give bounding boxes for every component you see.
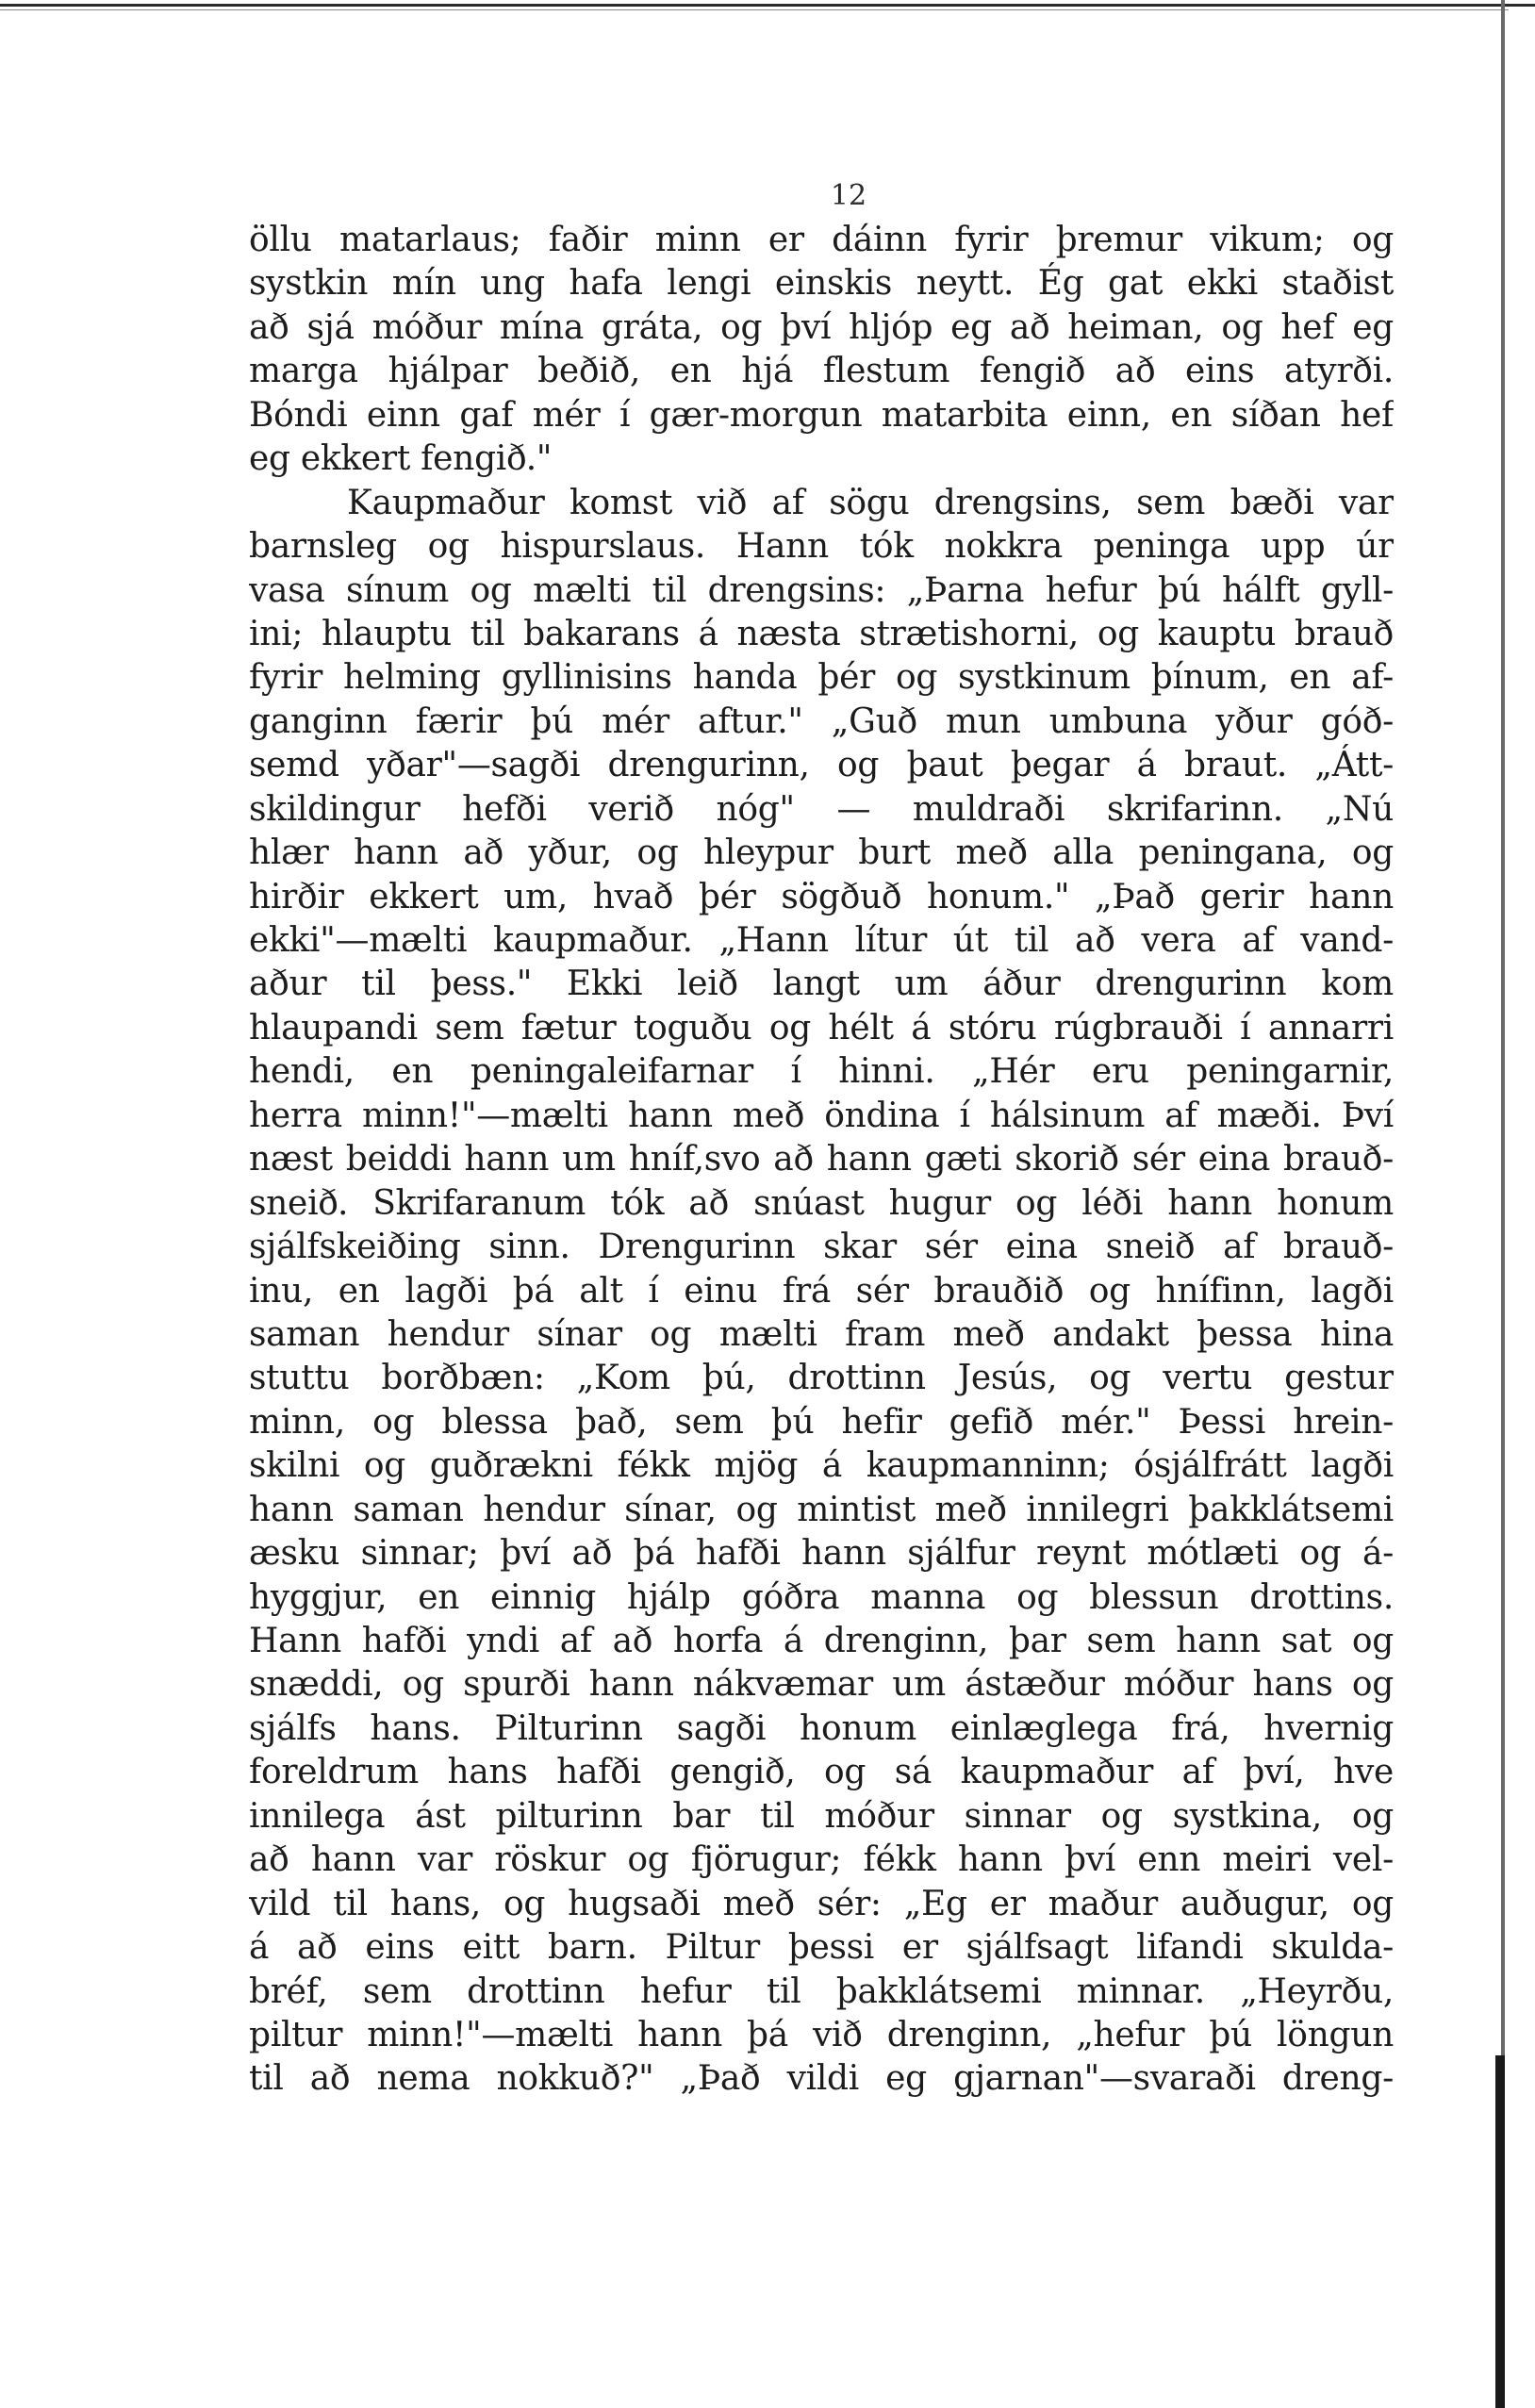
text-line: hyggjur, en einnig hjálp góðra manna og blessun drottins. <box>249 1577 1394 1617</box>
text-line: ini; hlauptu til bakarans á næsta strætishorni, og kauptu brauð <box>249 614 1394 653</box>
text-line: sjálfskeiðing sinn. Drengurinn skar sér eina sneið af brauð- <box>249 1228 1394 1267</box>
text-line: vild til hans, og hugsaði með sér: „Eg er maður auðugur, og <box>249 1884 1394 1923</box>
text-line: næst beiddi hann um hníf,svo að hann gæti skorið sér eina brauð- <box>249 1140 1394 1179</box>
scan-edge-top <box>0 4 1535 7</box>
text-line: hendi, en peningaleifarnar í hinni. „Hér eru peningarnir, <box>249 1052 1394 1092</box>
text-line: sneið. Skrifaranum tók að snúast hugur og léði hann honum <box>249 1183 1394 1223</box>
scan-edge-top-thin <box>0 9 1509 10</box>
text-line: fyrir helming gyllinisins handa þér og systkinum þínum, en af- <box>249 658 1394 698</box>
text-line: ekki"—mælti kaupmaður. „Hann lítur út til að vera af vand- <box>249 921 1394 960</box>
text-line: hlær hann að yður, og hleypur burt með alla peningana, og <box>249 833 1394 873</box>
text-line: vasa sínum og mælti til drengsins: „Þarna hefur þú hálft gyll- <box>249 570 1394 610</box>
text-line: að hann var röskur og fjörugur; fékk hann því enn meiri vel- <box>249 1840 1394 1880</box>
body-text <box>249 219 1394 2102</box>
text-line: hann saman hendur sínar, og mintist með innilegri þakklátsemi <box>249 1490 1394 1529</box>
text-line: foreldrum hans hafði gengið, og sá kaupmaður af því, hve <box>249 1753 1394 1792</box>
text-line: Hann hafði yndi af að horfa á drenginn, þar sem hann sat og <box>249 1622 1394 1660</box>
text-line: Kaupmaður komst við af sögu drengsins, sem bæði var <box>347 483 1394 522</box>
text-line: stuttu borðbæn: „Kom þú, drottinn Jesús, og vertu gestur <box>249 1359 1394 1398</box>
text-line: aður til þess." Ekki leið langt um áður drengurinn kom <box>249 965 1394 1004</box>
text-line: Bóndi einn gaf mér í gær-morgun matarbita einn, en síðan hef <box>249 395 1394 435</box>
text-line: eg ekkert fengið." <box>249 439 553 479</box>
text-line: marga hjálpar beðið, en hjá flestum fengið að eins atyrði. <box>249 352 1394 391</box>
text-line: saman hendur sínar og mælti fram með andakt þessa hina <box>249 1314 1394 1354</box>
text-line: ganginn færir þú mér aftur." „Guð mun umbuna yður góð- <box>249 701 1394 741</box>
text-line: skildingur hefði verið nóg" — muldraði skrifarinn. „Nú <box>249 789 1394 829</box>
text-line: skilni og guðrækni fékk mjög á kaupmanninn; ósjálfrátt lagði <box>249 1446 1394 1486</box>
text-line: innilega ást pilturinn bar til móður sinnar og systkina, og <box>249 1796 1394 1836</box>
text-line: á að eins eitt barn. Piltur þessi er sjálfsagt lifandi skulda- <box>249 1928 1394 1968</box>
text-line: systkin mín ung hafa lengi einskis neytt. Ég gat ekki staðist <box>249 264 1394 304</box>
text-line: barnsleg og hispurslaus. Hann tók nokkra peninga upp úr <box>249 527 1394 567</box>
text-line: semd yðar"—sagði drengurinn, og þaut þegar á braut. „Átt- <box>249 746 1394 785</box>
scan-edge-right <box>1501 0 1505 2408</box>
text-line: minn, og blessa það, sem þú hefir gefið mér." Þessi hrein- <box>249 1402 1394 1442</box>
text-line: æsku sinnar; því að þá hafði hann sjálfur reynt mótlæti og á- <box>249 1534 1394 1574</box>
text-line: inu, en lagði þá alt í einu frá sér brauðið og hnífinn, lagði <box>249 1271 1394 1311</box>
text-line: bréf, sem drottinn hefur til þakklátsemi minnar. „Heyrðu, <box>249 1971 1394 2011</box>
text-line: snæddi, og spurði hann nákvæmar um ástæður móður hans og <box>249 1665 1394 1705</box>
text-line: hirðir ekkert um, hvað þér sögðuð honum." „Það gerir hann <box>249 877 1394 916</box>
text-line: sjálfs hans. Pilturinn sagði honum einlæglega frá, hvernig <box>249 1708 1394 1748</box>
page-number: 12 <box>830 179 867 212</box>
text-line: öllu matarlaus; faðir minn er dáinn fyrir þremur vikum; og <box>249 221 1394 259</box>
text-line: herra minn!"—mælti hann með öndina í hálsinum af mæði. Því <box>249 1096 1394 1135</box>
text-line: hlaupandi sem fætur toguðu og hélt á stóru rúgbrauði í annarri <box>249 1008 1394 1047</box>
text-line: að sjá móður mína gráta, og því hljóp eg að heiman, og hef eg <box>249 307 1394 347</box>
scan-edge-right-shadow <box>1495 2055 1505 2408</box>
text-line: piltur minn!"—mælti hann þá við drenginn, „hefur þú löngun <box>249 2015 1394 2054</box>
text-line: til að nema nokkuð?" „Það vildi eg gjarnan"—svaraði dreng- <box>249 2059 1394 2099</box>
